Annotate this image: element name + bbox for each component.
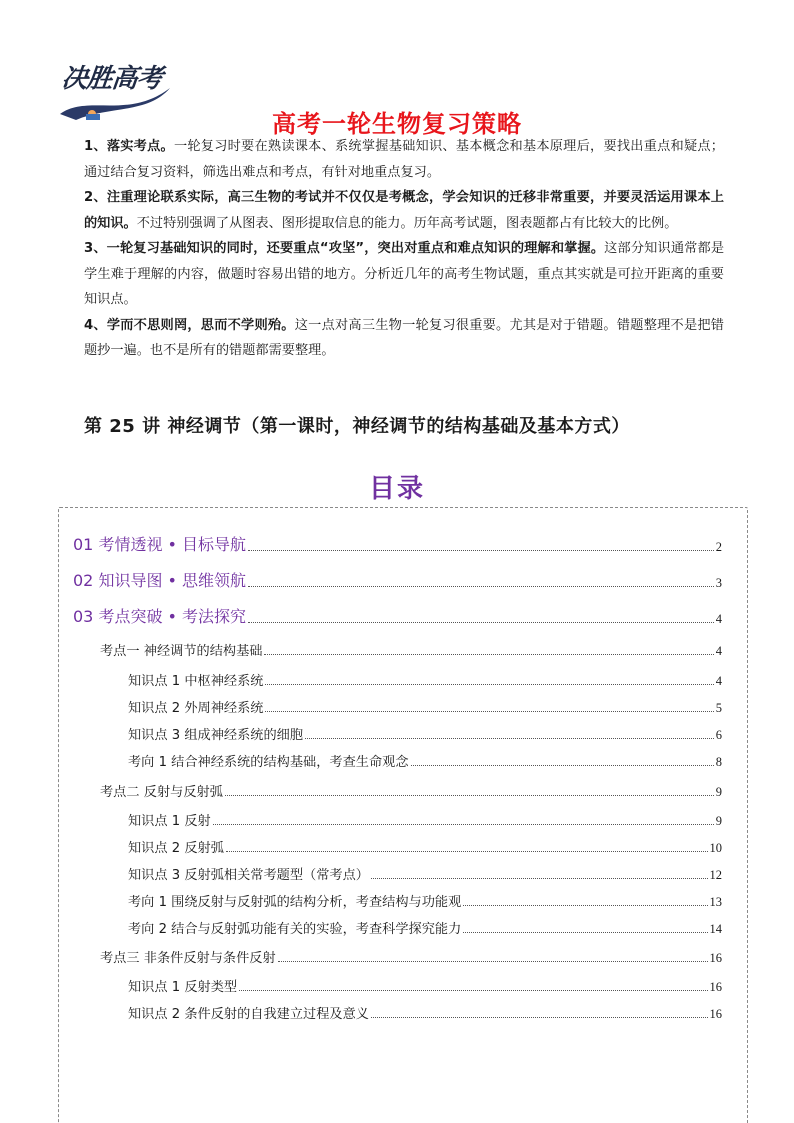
toc-page-number: 16 <box>709 1007 722 1021</box>
strategy-lead: 2、注重理论联系实际，高三生物的考试并不仅仅是考概念，学会知识的迁移非常重要，并要灵活运用课本上的知识。 <box>84 190 724 231</box>
toc-entry[interactable] <box>128 891 722 910</box>
toc-entry-label: 知识点 1 反射类型 <box>128 980 238 995</box>
toc-entry-label: 知识点 1 反射 <box>128 814 211 829</box>
toc-leader <box>371 1017 708 1018</box>
toc-page-number: 3 <box>715 576 722 590</box>
toc-leader <box>248 550 714 551</box>
toc-entry[interactable] <box>128 864 722 883</box>
toc-page-number: 4 <box>715 674 722 688</box>
strategy-text: 不过特别强调了从图表、图形提取信息的能力。历年高考试题，图表题都占有比较大的比例。 <box>136 215 678 231</box>
toc-leader <box>239 990 707 991</box>
strategy-text: 这一点对高三生物一轮复习很重要。尤其是对于错题。错题整理不是把错题抄一遍。也不是所有的错题都需要整理。 <box>84 317 724 358</box>
toc-page-number: 16 <box>709 980 722 994</box>
lecture-title: 第 25 讲 神经调节（第一课时，神经调节的结构基础及基本方式） <box>84 416 630 437</box>
toc-leader <box>225 795 714 796</box>
toc-page-number: 9 <box>715 785 722 799</box>
toc-entry-label: 01 考情透视 • 目标导航 <box>73 535 247 554</box>
toc-entry-label: 知识点 2 外周神经系统 <box>128 701 264 716</box>
toc-entry-label: 知识点 1 中枢神经系统 <box>128 674 264 689</box>
toc-entry-label: 考点二 反射与反射弧 <box>100 785 223 800</box>
toc-leader <box>463 932 707 933</box>
toc-entry-label: 考点一 神经调节的结构基础 <box>100 644 263 659</box>
toc-page-number: 2 <box>715 540 722 554</box>
toc-leader <box>371 878 708 879</box>
toc-page-number: 13 <box>709 895 722 909</box>
toc-entry[interactable] <box>128 1003 722 1022</box>
toc-leader <box>213 824 714 825</box>
toc-entry[interactable] <box>100 640 722 659</box>
strategy-paragraph <box>84 185 724 236</box>
toc-entry-label: 考向 1 围绕反射与反射弧的结构分析，考查结构与功能观 <box>128 895 462 910</box>
toc-entry-label: 考点三 非条件反射与条件反射 <box>100 951 276 966</box>
toc-entry[interactable] <box>73 604 722 627</box>
toc-entry[interactable] <box>73 568 722 591</box>
toc-leader <box>265 684 713 685</box>
toc-entry[interactable] <box>73 532 722 555</box>
toc-entry-label: 知识点 3 组成神经系统的细胞 <box>128 728 304 743</box>
toc-leader <box>305 738 714 739</box>
toc-leader <box>265 711 713 712</box>
toc-title: 目录 <box>368 474 425 504</box>
toc-entry[interactable] <box>128 810 722 829</box>
toc-entry-label: 知识点 2 条件反射的自我建立过程及意义 <box>128 1007 369 1022</box>
toc-leader <box>248 622 714 623</box>
toc-leader <box>226 851 708 852</box>
toc-entry-label: 考向 1 结合神经系统的结构基础，考查生命观念 <box>128 755 409 770</box>
toc-entry-label: 03 考点突破 • 考法探究 <box>73 607 247 626</box>
toc-leader <box>411 765 714 766</box>
toc-page-number: 14 <box>709 922 722 936</box>
toc-page-number: 4 <box>715 612 722 626</box>
toc-leader <box>264 654 713 655</box>
toc-page-number: 8 <box>715 755 722 769</box>
strategy-lead: 3、一轮复习基础知识的同时，还要重点“攻坚”，突出对重点和难点知识的理解和掌握。 <box>84 241 605 256</box>
strategy-text: 这部分知识通常都是学生难于理解的内容，做题时容易出错的地方。分析近几年的高考生物试题，重点其实就是可拉开距离的重要知识点。 <box>84 241 725 307</box>
toc-entry[interactable] <box>128 837 722 856</box>
toc-page-number: 4 <box>715 644 722 658</box>
toc-entry[interactable] <box>128 976 722 995</box>
page-title: 高考一轮生物复习策略 <box>272 110 522 138</box>
strategy-paragraph <box>84 236 724 313</box>
toc-page-number: 10 <box>709 841 722 855</box>
strategy-section <box>84 134 724 364</box>
toc-page-number: 12 <box>709 868 722 882</box>
logo-text: 决胜高考 <box>60 64 164 94</box>
toc-entry-label: 02 知识导图 • 思维领航 <box>73 571 247 590</box>
strategy-lead: 1、落实考点。 <box>84 139 174 154</box>
toc-entry[interactable] <box>128 724 722 743</box>
toc-leader <box>248 586 714 587</box>
strategy-lead: 4、学而不思则罔，思而不学则殆。 <box>84 317 295 333</box>
toc-page-number: 16 <box>709 951 722 965</box>
toc-entry[interactable] <box>100 781 722 800</box>
toc-leader <box>463 905 707 906</box>
toc-page-number: 6 <box>715 728 722 742</box>
strategy-paragraph <box>84 134 724 185</box>
toc-entry-label: 知识点 3 反射弧相关常考题型（常考点） <box>128 868 369 883</box>
toc-entry[interactable] <box>128 697 722 716</box>
toc-page-number: 5 <box>715 701 722 715</box>
toc-entry[interactable] <box>128 918 722 937</box>
toc-leader <box>278 961 708 962</box>
toc-page-number: 9 <box>715 814 722 828</box>
strategy-paragraph <box>84 313 724 364</box>
toc-entry-label: 知识点 2 反射弧 <box>128 841 224 856</box>
toc-entry[interactable] <box>128 670 722 689</box>
toc-entry[interactable] <box>128 751 722 770</box>
strategy-text: 一轮复习时要在熟读课本、系统掌握基础知识、基本概念和基本原理后，要找出重点和疑点；通过结合复习资料，筛选出难点和考点，有针对地重点复习。 <box>84 139 724 180</box>
toc-entry-label: 考向 2 结合与反射弧功能有关的实验，考查科学探究能力 <box>128 922 462 937</box>
toc-entry[interactable] <box>100 947 722 966</box>
